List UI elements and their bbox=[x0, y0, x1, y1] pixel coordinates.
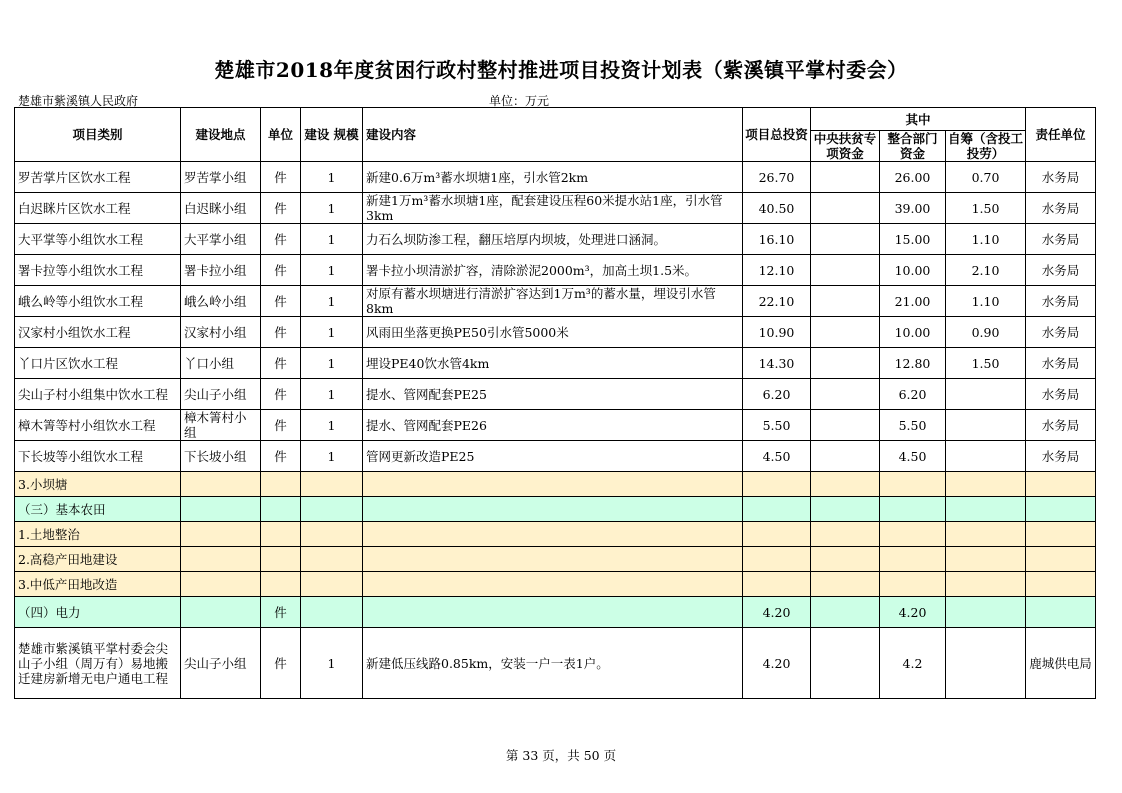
table-row bbox=[15, 317, 1096, 348]
cell-unit bbox=[261, 472, 301, 497]
cell-scale bbox=[301, 547, 363, 572]
cell-integrated-fund: 21.00 bbox=[880, 286, 946, 317]
cell-total: 4.50 bbox=[743, 441, 811, 472]
cell-unit: 件 bbox=[261, 628, 301, 699]
cell-responsible: 水务局 bbox=[1026, 317, 1096, 348]
cell-responsible bbox=[1026, 497, 1096, 522]
cell-location: 罗苦掌小组 bbox=[181, 162, 261, 193]
table-row bbox=[15, 379, 1096, 410]
cell-category: 署卡拉等小组饮水工程 bbox=[15, 255, 181, 286]
cell-scale: 1 bbox=[301, 628, 363, 699]
cell-content bbox=[363, 472, 743, 497]
cell-responsible: 水务局 bbox=[1026, 441, 1096, 472]
cell-location: 下长坡小组 bbox=[181, 441, 261, 472]
cell-category: 3.小坝塘 bbox=[15, 472, 181, 497]
cell-total: 22.10 bbox=[743, 286, 811, 317]
cell-total bbox=[743, 497, 811, 522]
cell-category: 白迟眯片区饮水工程 bbox=[15, 193, 181, 224]
cell-self-fund: 1.50 bbox=[946, 193, 1026, 224]
cell-unit: 件 bbox=[261, 410, 301, 441]
cell-integrated-fund: 4.20 bbox=[880, 597, 946, 628]
cell-total bbox=[743, 572, 811, 597]
cell-responsible: 水务局 bbox=[1026, 348, 1096, 379]
header-location: 建设地点 bbox=[181, 108, 261, 162]
cell-integrated-fund bbox=[880, 547, 946, 572]
cell-responsible: 水务局 bbox=[1026, 224, 1096, 255]
cell-unit: 件 bbox=[261, 255, 301, 286]
cell-self-fund bbox=[946, 597, 1026, 628]
cell-location: 署卡拉小组 bbox=[181, 255, 261, 286]
cell-scale: 1 bbox=[301, 193, 363, 224]
cell-self-fund bbox=[946, 547, 1026, 572]
cell-scale: 1 bbox=[301, 317, 363, 348]
cell-total: 12.10 bbox=[743, 255, 811, 286]
header-category: 项目类别 bbox=[15, 108, 181, 162]
table-row bbox=[15, 162, 1096, 193]
cell-self-fund bbox=[946, 497, 1026, 522]
cell-responsible: 水务局 bbox=[1026, 379, 1096, 410]
cell-location: 樟木箐村小组 bbox=[181, 410, 261, 441]
cell-content: 埋设PE40饮水管4km bbox=[363, 348, 743, 379]
cell-location bbox=[181, 597, 261, 628]
cell-total: 14.30 bbox=[743, 348, 811, 379]
cell-central-fund bbox=[811, 410, 880, 441]
cell-content: 风雨田坐落更换PE50引水管5000米 bbox=[363, 317, 743, 348]
cell-scale bbox=[301, 572, 363, 597]
cell-scale bbox=[301, 472, 363, 497]
cell-category: 罗苦掌片区饮水工程 bbox=[15, 162, 181, 193]
cell-central-fund bbox=[811, 547, 880, 572]
cell-content: 提水、管网配套PE25 bbox=[363, 379, 743, 410]
cell-integrated-fund: 4.50 bbox=[880, 441, 946, 472]
cell-total: 4.20 bbox=[743, 597, 811, 628]
cell-location bbox=[181, 472, 261, 497]
cell-responsible bbox=[1026, 597, 1096, 628]
cell-content bbox=[363, 547, 743, 572]
table-row bbox=[15, 522, 1096, 547]
cell-total: 4.20 bbox=[743, 628, 811, 699]
cell-central-fund bbox=[811, 162, 880, 193]
cell-scale bbox=[301, 597, 363, 628]
cell-central-fund bbox=[811, 628, 880, 699]
cell-central-fund bbox=[811, 522, 880, 547]
table-row bbox=[15, 224, 1096, 255]
cell-integrated-fund bbox=[880, 472, 946, 497]
cell-unit: 件 bbox=[261, 317, 301, 348]
cell-category: 汉家村小组饮水工程 bbox=[15, 317, 181, 348]
cell-total: 6.20 bbox=[743, 379, 811, 410]
table-row bbox=[15, 255, 1096, 286]
cell-total bbox=[743, 522, 811, 547]
cell-location: 尖山子小组 bbox=[181, 379, 261, 410]
cell-content bbox=[363, 597, 743, 628]
cell-scale: 1 bbox=[301, 286, 363, 317]
cell-content bbox=[363, 497, 743, 522]
page-number: 第 33 页，共 50 页 bbox=[505, 748, 617, 763]
cell-self-fund bbox=[946, 522, 1026, 547]
cell-unit bbox=[261, 497, 301, 522]
cell-responsible: 水务局 bbox=[1026, 286, 1096, 317]
cell-total: 26.70 bbox=[743, 162, 811, 193]
unit-label: 单位：万元 bbox=[489, 94, 550, 108]
cell-category: 尖山子村小组集中饮水工程 bbox=[15, 379, 181, 410]
cell-category: 2.高稳产田地建设 bbox=[15, 547, 181, 572]
cell-integrated-fund: 4.2 bbox=[880, 628, 946, 699]
cell-central-fund bbox=[811, 224, 880, 255]
table-row bbox=[15, 497, 1096, 522]
cell-content: 对原有蓄水坝塘进行清淤扩容达到1万m³的蓄水量，埋设引水管8km bbox=[363, 286, 743, 317]
cell-unit: 件 bbox=[261, 162, 301, 193]
cell-central-fund bbox=[811, 472, 880, 497]
header-unit: 单位 bbox=[261, 108, 301, 162]
cell-self-fund bbox=[946, 379, 1026, 410]
cell-integrated-fund: 5.50 bbox=[880, 410, 946, 441]
cell-location: 汉家村小组 bbox=[181, 317, 261, 348]
cell-unit: 件 bbox=[261, 286, 301, 317]
table-row bbox=[15, 572, 1096, 597]
cell-responsible: 鹿城供电局 bbox=[1026, 628, 1096, 699]
cell-self-fund bbox=[946, 410, 1026, 441]
cell-central-fund bbox=[811, 317, 880, 348]
cell-integrated-fund bbox=[880, 572, 946, 597]
cell-responsible bbox=[1026, 472, 1096, 497]
table-row bbox=[15, 547, 1096, 572]
cell-unit: 件 bbox=[261, 441, 301, 472]
table-row bbox=[15, 628, 1096, 699]
cell-responsible bbox=[1026, 522, 1096, 547]
cell-self-fund: 1.50 bbox=[946, 348, 1026, 379]
cell-category: 下长坡等小组饮水工程 bbox=[15, 441, 181, 472]
cell-scale: 1 bbox=[301, 162, 363, 193]
cell-integrated-fund: 15.00 bbox=[880, 224, 946, 255]
page-title: 楚雄市2018年度贫困行政村整村推进项目投资计划表（紫溪镇平掌村委会） bbox=[214, 58, 908, 82]
cell-category: 樟木箐等村小组饮水工程 bbox=[15, 410, 181, 441]
header-scale: 建设 规模 bbox=[301, 108, 363, 162]
cell-scale: 1 bbox=[301, 410, 363, 441]
cell-central-fund bbox=[811, 348, 880, 379]
header-self-fund: 自筹（含投工投劳） bbox=[946, 131, 1026, 162]
cell-self-fund: 2.10 bbox=[946, 255, 1026, 286]
cell-integrated-fund: 10.00 bbox=[880, 255, 946, 286]
cell-responsible bbox=[1026, 547, 1096, 572]
cell-location bbox=[181, 572, 261, 597]
cell-category: （三）基本农田 bbox=[15, 497, 181, 522]
cell-self-fund: 0.70 bbox=[946, 162, 1026, 193]
cell-content: 力石么坝防渗工程，翻压培厚内坝坡，处理进口涵洞。 bbox=[363, 224, 743, 255]
cell-content: 新建低压线路0.85km，安装一户一表1户。 bbox=[363, 628, 743, 699]
cell-integrated-fund: 6.20 bbox=[880, 379, 946, 410]
cell-unit: 件 bbox=[261, 379, 301, 410]
cell-central-fund bbox=[811, 597, 880, 628]
cell-category: 楚雄市紫溪镇平掌村委会尖山子小组（周万有）易地搬迁建房新增无电户通电工程 bbox=[15, 628, 181, 699]
cell-scale bbox=[301, 522, 363, 547]
cell-total: 16.10 bbox=[743, 224, 811, 255]
cell-scale: 1 bbox=[301, 441, 363, 472]
cell-location: 峨么岭小组 bbox=[181, 286, 261, 317]
cell-content: 提水、管网配套PE26 bbox=[363, 410, 743, 441]
cell-content: 管网更新改造PE25 bbox=[363, 441, 743, 472]
cell-responsible: 水务局 bbox=[1026, 255, 1096, 286]
cell-scale: 1 bbox=[301, 348, 363, 379]
cell-central-fund bbox=[811, 572, 880, 597]
cell-central-fund bbox=[811, 379, 880, 410]
cell-self-fund bbox=[946, 628, 1026, 699]
cell-location bbox=[181, 522, 261, 547]
cell-category: （四）电力 bbox=[15, 597, 181, 628]
cell-category: 丫口片区饮水工程 bbox=[15, 348, 181, 379]
cell-unit bbox=[261, 572, 301, 597]
cell-integrated-fund: 10.00 bbox=[880, 317, 946, 348]
cell-content: 署卡拉小坝清淤扩容，清除淤泥2000m³，加高土坝1.5米。 bbox=[363, 255, 743, 286]
header-central-fund: 中央扶贫专项资金 bbox=[811, 131, 880, 162]
cell-integrated-fund: 26.00 bbox=[880, 162, 946, 193]
cell-scale: 1 bbox=[301, 224, 363, 255]
header-content: 建设内容 bbox=[363, 108, 743, 162]
cell-total bbox=[743, 547, 811, 572]
table-row bbox=[15, 597, 1096, 628]
cell-unit: 件 bbox=[261, 348, 301, 379]
cell-central-fund bbox=[811, 441, 880, 472]
investment-plan-table bbox=[14, 107, 1096, 699]
cell-total: 10.90 bbox=[743, 317, 811, 348]
cell-location: 白迟眯小组 bbox=[181, 193, 261, 224]
cell-content: 新建0.6万m³蓄水坝塘1座，引水管2km bbox=[363, 162, 743, 193]
cell-responsible: 水务局 bbox=[1026, 193, 1096, 224]
cell-total bbox=[743, 472, 811, 497]
cell-content: 新建1万m³蓄水坝塘1座，配套建设压程60米提水站1座，引水管3km bbox=[363, 193, 743, 224]
organization-label: 楚雄市紫溪镇人民政府 bbox=[18, 94, 139, 108]
cell-total: 5.50 bbox=[743, 410, 811, 441]
cell-content bbox=[363, 572, 743, 597]
cell-scale bbox=[301, 497, 363, 522]
table-row bbox=[15, 472, 1096, 497]
cell-scale: 1 bbox=[301, 379, 363, 410]
cell-responsible: 水务局 bbox=[1026, 410, 1096, 441]
cell-category: 峨么岭等小组饮水工程 bbox=[15, 286, 181, 317]
cell-integrated-fund bbox=[880, 522, 946, 547]
header-of-which: 其中 bbox=[811, 108, 1026, 131]
cell-unit: 件 bbox=[261, 193, 301, 224]
cell-location: 尖山子小组 bbox=[181, 628, 261, 699]
header-responsible: 责任单位 bbox=[1026, 108, 1096, 162]
header-total: 项目总投资 bbox=[743, 108, 811, 162]
cell-location: 丫口小组 bbox=[181, 348, 261, 379]
table-row bbox=[15, 286, 1096, 317]
cell-responsible: 水务局 bbox=[1026, 162, 1096, 193]
cell-category: 1.土地整治 bbox=[15, 522, 181, 547]
table-row bbox=[15, 348, 1096, 379]
cell-location: 大平掌小组 bbox=[181, 224, 261, 255]
table-row bbox=[15, 193, 1096, 224]
cell-unit: 件 bbox=[261, 224, 301, 255]
cell-location bbox=[181, 497, 261, 522]
cell-self-fund bbox=[946, 472, 1026, 497]
cell-self-fund bbox=[946, 572, 1026, 597]
cell-central-fund bbox=[811, 497, 880, 522]
cell-category: 3.中低产田地改造 bbox=[15, 572, 181, 597]
cell-content bbox=[363, 522, 743, 547]
cell-self-fund bbox=[946, 441, 1026, 472]
cell-central-fund bbox=[811, 193, 880, 224]
cell-central-fund bbox=[811, 255, 880, 286]
cell-self-fund: 0.90 bbox=[946, 317, 1026, 348]
cell-scale: 1 bbox=[301, 255, 363, 286]
cell-total: 40.50 bbox=[743, 193, 811, 224]
cell-category: 大平掌等小组饮水工程 bbox=[15, 224, 181, 255]
cell-self-fund: 1.10 bbox=[946, 224, 1026, 255]
cell-central-fund bbox=[811, 286, 880, 317]
table-row bbox=[15, 410, 1096, 441]
cell-self-fund: 1.10 bbox=[946, 286, 1026, 317]
cell-integrated-fund: 12.80 bbox=[880, 348, 946, 379]
table-row bbox=[15, 441, 1096, 472]
cell-unit bbox=[261, 522, 301, 547]
header-integrated-fund: 整合部门资金 bbox=[880, 131, 946, 162]
cell-responsible bbox=[1026, 572, 1096, 597]
cell-integrated-fund: 39.00 bbox=[880, 193, 946, 224]
cell-unit bbox=[261, 547, 301, 572]
cell-integrated-fund bbox=[880, 497, 946, 522]
cell-unit: 件 bbox=[261, 597, 301, 628]
cell-location bbox=[181, 547, 261, 572]
